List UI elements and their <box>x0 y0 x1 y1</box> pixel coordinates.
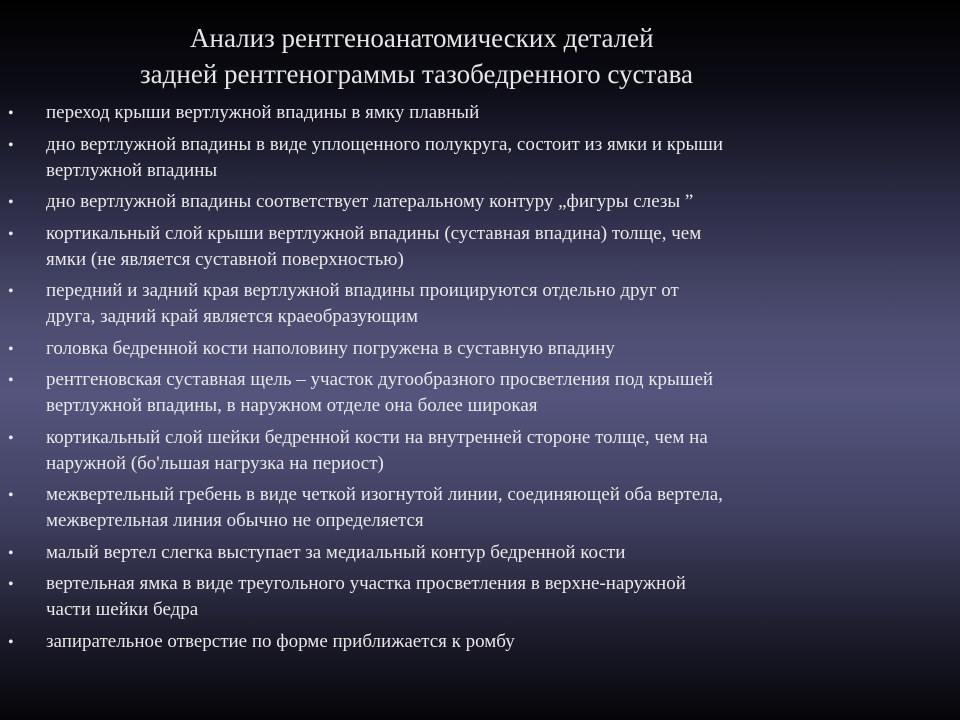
bullet-item <box>8 100 908 126</box>
slide-title-line-2: задней рентгенограммы тазобедренного сустава <box>140 59 694 89</box>
bullet-item <box>8 482 908 534</box>
slide-title <box>110 20 830 92</box>
bullet-dot-icon: • <box>8 576 14 593</box>
bullet-dot-icon: • <box>8 544 14 562</box>
bullet-item <box>8 571 908 623</box>
bullet-text-line: межвертельная линия обычно не определяется <box>46 510 424 531</box>
bullet-text-line: головка бедренной кости наполовину погружена в суставную впадину <box>46 337 615 359</box>
bullet-text <box>46 336 908 362</box>
bullet-dot-icon: • <box>8 340 14 358</box>
bullet-dot-icon: • <box>8 136 14 154</box>
bullet-text-line: вертлужной впадины, в наружном отделе она более широкая <box>46 395 538 416</box>
bullet-dot-icon: • <box>8 194 14 211</box>
slide-title-line-1: Анализ рентгеноанатомических деталей <box>190 23 654 53</box>
bullet-text-line: кортикальный слой крыши вертлужной впадины (суставная впадина) толще, чем <box>46 222 702 244</box>
bullet-dot-icon: • <box>8 429 14 447</box>
bullet-text-line: малый вертел слегка выступает за медиальный контур бедренной кости <box>46 541 626 563</box>
bullet-text-line: вертлужной впадины <box>46 159 218 181</box>
bullet-text-line: запирательное отверстие по форме приближается к ромбу <box>46 630 515 652</box>
bullet-text-line: части шейки бедра <box>46 599 199 620</box>
bullet-text <box>46 278 908 330</box>
bullet-item <box>8 221 908 273</box>
bullet-text-line: вертельная ямка в виде треугольного участка просветления в верхне-наружной <box>46 573 686 594</box>
bullet-text <box>46 367 908 419</box>
bullet-text-line: кортикальный слой шейки бедренной кости на внутренней стороне толще, чем на <box>46 426 708 448</box>
bullet-text <box>46 540 908 566</box>
bullet-text <box>46 189 908 215</box>
bullet-text-line: друга, задний край является краеобразующим <box>46 306 418 327</box>
bullet-text-line: дно вертлужной впадины соответствует латеральному контуру „фигуры слезы ” <box>46 191 694 212</box>
bullet-item <box>8 540 908 566</box>
bullet-dot-icon: • <box>8 225 14 243</box>
bullet-text <box>46 571 908 623</box>
bullet-text-line: рентгеновская суставная щель – участок дугообразного просветления под крышей <box>46 369 714 390</box>
bullet-text <box>46 629 908 655</box>
bullet-dot-icon: • <box>8 633 14 651</box>
bullet-dot-icon: • <box>8 487 14 504</box>
bullet-text <box>46 221 908 273</box>
bullet-item <box>8 278 908 330</box>
bullet-dot-icon: • <box>8 372 14 389</box>
bullet-text-line: дно вертлужной впадины в виде уплощенного полукруга, состоит из ямки и крыши <box>46 133 724 155</box>
bullet-item <box>8 367 908 419</box>
bullet-item <box>8 336 908 362</box>
bullet-text <box>46 100 908 126</box>
bullet-item <box>8 629 908 655</box>
bullet-text-line: передний и задний края вертлужной впадины проицируются отдельно друг от <box>46 280 679 301</box>
bullet-text <box>46 482 908 534</box>
bullet-text-line: наружной (бо'льшая нагрузка на периост) <box>46 452 384 474</box>
bullet-text <box>46 425 908 477</box>
bullet-text-line: переход крыши вертлужной впадины в ямку плавный <box>46 102 480 123</box>
bullet-item <box>8 132 908 184</box>
bullet-dot-icon: • <box>8 105 14 122</box>
bullet-item <box>8 189 908 215</box>
bullet-item <box>8 425 908 477</box>
bullet-list <box>8 100 908 660</box>
bullet-text <box>46 132 908 184</box>
bullet-text-line: ямки (не является суставной поверхностью) <box>46 248 404 270</box>
bullet-text-line: межвертельный гребень в виде четкой изогнутой линии, соединяющей оба вертела, <box>46 484 723 505</box>
bullet-dot-icon: • <box>8 283 14 300</box>
